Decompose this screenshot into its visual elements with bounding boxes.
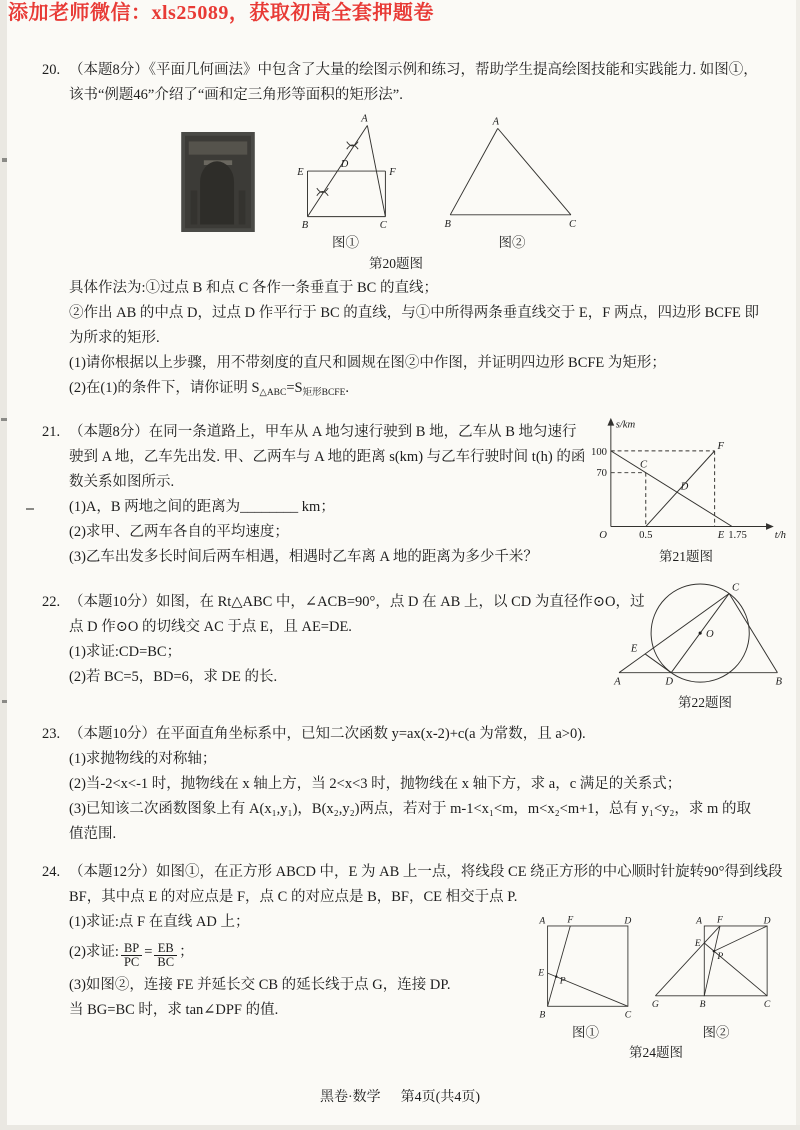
problem-20 [42, 58, 760, 406]
point-label-A: A [695, 915, 702, 927]
problem-21-q3: (3)乙车出发多长时间后两车相遇，相遇时乙车离 A 地的距离为多少千米？ [69, 549, 538, 565]
problem-20-figures [181, 112, 760, 252]
tick-05: 0.5 [638, 530, 652, 542]
point-label-D: D [340, 159, 349, 171]
problem-23 [42, 722, 760, 847]
figure-24-block [510, 912, 800, 1062]
figure-21-block [570, 412, 800, 566]
point-label-E: E [297, 166, 304, 178]
problem-22-number: 22. [42, 594, 61, 610]
figure-20-triangle [436, 115, 588, 232]
figure-20-1-caption: 图① [332, 235, 359, 250]
point-label-C: C [379, 220, 387, 232]
problem-24-q1: (1)求证:点 F 在直线 AD 上； [69, 914, 250, 930]
point-label-E: E [717, 530, 724, 542]
point-label-F: F [716, 914, 723, 926]
point-label-C: C [624, 1009, 631, 1021]
point-label-D: D [665, 676, 674, 688]
problem-24-number: 24. [42, 864, 61, 880]
point-label-C: C [639, 459, 647, 471]
figure-24-caption: 第24题图 [629, 1045, 683, 1060]
problem-20-step2: ②作出 AB 的中点 D，过点 D 作平行于 BC 的直线，与①中所得两条垂直线交于 E，F 两点，四边形 BCFE 即为所求的矩形. [69, 305, 759, 346]
problem-20-q1: (1)请你根据以上步骤，用不带刻度的直尺和圆规在图②中作图，并证明四边形 BCFE 为矩形； [69, 355, 666, 371]
problem-23-q1: (1)求抛物线的对称轴； [69, 751, 217, 767]
point-label-E: E [694, 938, 701, 950]
axis-label-t: t/h [774, 530, 786, 542]
problem-24 [42, 860, 783, 1060]
problem-23-q2: (2)当-2<x<-1 时，抛物线在 x 轴上方，当 2<x<3 时，抛物线在 x 轴下方，求 a，c 满足的关系式； [69, 776, 682, 792]
point-label-C: C [732, 582, 740, 594]
point-label-A: A [361, 113, 368, 125]
point-label-F: F [717, 440, 724, 452]
scan-edge-left [0, 0, 7, 1130]
problem-20-q2: (2)在(1)的条件下，请你证明 $S_{\triangle ABC}=S_{矩形BCFE}$. [69, 380, 349, 398]
point-label-A: A [492, 116, 500, 128]
point-label-B: B [444, 219, 451, 231]
fraction-eb-bc: $\frac{EB}{BC}$ [154, 942, 177, 969]
figure-24-pair [530, 912, 783, 1042]
point-label-P: P [716, 951, 723, 963]
problem-21-q1: (1)A，B 两地之间的距离为________ km； [69, 499, 335, 515]
figure-20-1-col [279, 112, 412, 252]
problem-21-q2: (2)求甲、乙两车各自的平均速度； [69, 524, 289, 540]
promo-banner: 添加老师微信：xls25089，获取初高全套押题卷 [8, 2, 434, 24]
problem-23-q3: (3)已知该二次函数图象上有 A(x₁,y₁)，B(x₂,y₂)两点，若对于 m-1<x₁<m，m<x₂<m+1，总有 y₁<y₂，求 m 的取值范围. [69, 801, 751, 842]
problem-24-q2: (2)求证: $\frac{BP}{PC}$ = $\frac{EB}{BC}$ ； [69, 940, 194, 969]
scan-edge-bottom [0, 1125, 800, 1130]
figure-22-circle [610, 578, 800, 692]
fraction-bp-pc: $\frac{BP}{PC}$ [121, 942, 142, 969]
figure-20-construction [279, 112, 412, 232]
point-label-F: F [389, 166, 396, 178]
point-label-P: P [559, 975, 566, 987]
figure-book-photo-col [181, 132, 255, 232]
tick-70: 70 [595, 468, 607, 480]
scan-artifact [1, 418, 7, 421]
problem-24-intro: （本题12分）如图①，在正方形 ABCD 中，E 为 AB 上一点，将线段 CE 绕正方形的中心顺时针旋转90°得到线段 BF，其中点 E 的对应点是 F，点 C 的对应点是 B，BF，CE 相交于点 P. [69, 864, 783, 905]
problem-22-intro: （本题10分）如图，在 Rt△ABC 中，∠ACB=90°，点 D 在 AB 上，以 CD 为直径作⊙O，过点 D 作⊙O 的切线交 AC 于点 E，且 AE=DE. [69, 594, 645, 635]
book-cover-photo [181, 132, 255, 232]
tick-100: 100 [590, 446, 607, 458]
problem-24-q3a: (3)如图②，连接 FE 并延长交 CB 的延长线于点 G，连接 DP. [69, 977, 451, 994]
problem-21 [42, 419, 786, 570]
scan-artifact [2, 700, 7, 703]
page-footer [0, 1086, 800, 1106]
problem-20-step1: 具体作法为:①过点 B 和点 C 各作一条垂直于 BC 的直线； [69, 280, 438, 296]
point-label-D: D [680, 481, 688, 493]
footer-title: 黑卷·数学 [320, 1090, 381, 1105]
point-label-O: O [598, 530, 607, 542]
subscript-rect-bcfe: 矩形BCFE [302, 388, 346, 398]
figure-24-square-2 [650, 912, 783, 1022]
problem-20-intro: （本题8分）《平面几何画法》中包含了大量的绘图示例和练习，帮助学生提高绘图技能和实践能力. 如图①，该书“例题46”介绍了“画和定三角形等面积的矩形法”. [69, 62, 758, 103]
figure-22-caption: 第22题图 [678, 695, 732, 710]
problem-21-intro: （本题8分）在同一条道路上，甲车从 A 地匀速行驶到 B 地，乙车从 B 地匀速行驶到 A 地，乙车先出发. 甲、乙两车与 A 地的距离 s(km) 与乙车行驶时间 t(h) 的函数关系如图所示. [69, 424, 586, 490]
axis-label-s: s/km [615, 419, 635, 431]
scan-artifact [2, 158, 7, 162]
point-label-B: B [301, 220, 309, 232]
point-label-G: G [651, 999, 659, 1011]
point-label-A: A [538, 915, 545, 927]
point-label-C: C [763, 999, 770, 1011]
figure-21-caption: 第21题图 [659, 549, 713, 564]
problem-22-q1: (1)求证:CD=BC； [69, 644, 182, 660]
point-label-B: B [538, 1009, 545, 1021]
figure-22-block [608, 578, 800, 712]
problem-22-q2: (2)若 BC=5，BD=6，求 DE 的长. [69, 669, 278, 685]
figure-20-caption: 第20题图 [369, 256, 423, 271]
figure-24-1-caption: 图① [572, 1025, 599, 1040]
tick-175: 1.75 [727, 530, 747, 542]
problem-20-number: 20. [42, 62, 61, 78]
point-label-A: A [614, 676, 621, 688]
figure-20-2-col [436, 115, 588, 252]
point-label-F: F [566, 914, 573, 926]
figure-24-1-col [530, 912, 642, 1042]
point-label-C: C [569, 219, 576, 231]
problem-23-intro: （本题10分）在平面直角坐标系中，已知二次函数 y=ax(x-2)+c(a 为常数，且 a>0). [69, 726, 586, 742]
figure-24-square-1 [530, 912, 642, 1022]
point-label-O: O [705, 628, 714, 640]
point-label-B: B [775, 676, 783, 688]
figure-20-2-caption: 图② [498, 235, 526, 250]
figure-21-graph [574, 412, 799, 546]
point-label-D: D [623, 915, 631, 927]
point-label-B: B [699, 999, 705, 1011]
problem-21-number: 21. [42, 424, 61, 440]
point-label-D: D [763, 915, 771, 927]
figure-24-2-col [650, 912, 783, 1042]
footer-page-number: 第4页(共4页) [400, 1090, 480, 1105]
subscript-triangle-abc: △ABC [259, 388, 287, 398]
figure-24-2-caption: 图② [702, 1025, 730, 1040]
problem-24-q3b: 当 BG=BC 时，求 tan∠DPF 的值. [69, 1002, 279, 1019]
scan-artifact [26, 508, 34, 510]
point-label-E: E [537, 967, 544, 979]
point-label-E: E [630, 643, 638, 655]
problem-23-number: 23. [42, 726, 61, 742]
problem-22 [42, 582, 783, 710]
